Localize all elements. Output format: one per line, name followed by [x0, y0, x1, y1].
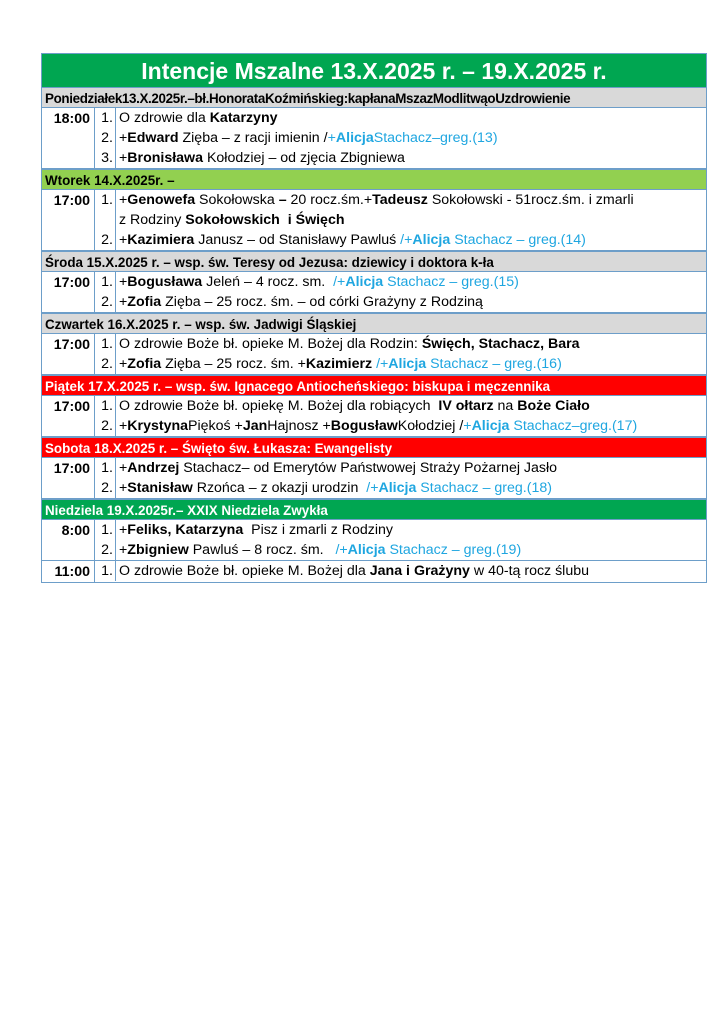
intention-text: [116, 148, 405, 168]
intention-text: [116, 292, 483, 312]
intention-item: [95, 230, 706, 250]
intention-item: [95, 190, 706, 210]
intention-text-segment: +: [119, 294, 128, 310]
intention-number: 1.: [95, 334, 116, 354]
intention-text-segment: Stachacz– od Emerytów Państwowej Straży Pożarnej Jasło: [179, 460, 558, 476]
intention-list: [95, 190, 706, 250]
intention-number: 2.: [95, 540, 116, 560]
intention-text-segment: Święch, Stachacz, Bara: [421, 336, 580, 352]
intention-text-segment: Zięba – z racji imienin /: [178, 130, 328, 146]
intention-text-segment: Rzońca – z okazji urodzin: [192, 480, 367, 496]
day-header: Niedziela 19.X.2025r.– XXIX Niedziela Zwykła: [41, 499, 707, 520]
intention-text-segment: Alicja: [388, 356, 427, 372]
intention-text-segment: +: [119, 274, 128, 290]
intention-list: [95, 396, 706, 436]
intention-text-segment: Stachacz – greg.(19): [385, 542, 522, 558]
intention-number: 1.: [95, 108, 116, 128]
intention-text: [116, 230, 586, 250]
intention-item: [95, 478, 706, 498]
day-header: Środa 15.X.2025 r. – wsp. św. Teresy od Jezusa: dziewicy i doktora k-ła: [41, 251, 707, 272]
intention-text: [116, 190, 634, 210]
intention-number: 2.: [95, 416, 116, 436]
intention-item: [95, 292, 706, 312]
intention-text-segment: Tadeusz: [372, 192, 428, 208]
intention-text-segment: Kazimiera: [127, 232, 195, 248]
mass-time: 17:00: [42, 458, 95, 498]
intention-number: 1.: [95, 272, 116, 292]
intention-text-segment: +: [119, 130, 128, 146]
intention-text-segment: Alicja: [347, 542, 386, 558]
intention-text-segment: Katarzyny: [209, 110, 278, 126]
intention-text: [116, 540, 521, 560]
intention-text: [116, 108, 278, 128]
intention-text-segment: IV ołtarz: [438, 398, 494, 414]
intention-text-segment: Stachacz – greg.(15): [383, 274, 519, 290]
intention-text: [116, 272, 519, 292]
intention-text-segment: O zdrowie Boże bł. opieke M. Bożej dla Rodzin:: [119, 336, 422, 352]
intention-text: [116, 334, 580, 354]
intention-text-segment: +: [119, 480, 128, 496]
intention-text-segment: Feliks, Katarzyna: [127, 522, 244, 538]
intention-number: 2.: [95, 230, 116, 250]
intention-text: [116, 520, 393, 540]
intention-number: 2.: [95, 292, 116, 312]
intention-number: 1.: [95, 458, 116, 478]
intention-item: [95, 416, 706, 436]
mass-time: 11:00: [42, 561, 95, 582]
intention-text: [116, 416, 637, 436]
intention-text-segment: /+: [333, 274, 346, 290]
intention-text: [116, 354, 562, 374]
intention-text-segment: Sokołowska: [195, 192, 279, 208]
mass-block: [41, 520, 707, 561]
mass-block: [41, 108, 707, 169]
intention-text-segment: Pisz i zmarli z Rodziny: [243, 522, 394, 538]
intention-text-segment: +: [119, 522, 128, 538]
intention-text-segment: Alicja: [335, 130, 374, 146]
intention-text-segment: +: [327, 130, 336, 146]
intention-list: [95, 334, 706, 374]
intention-text-segment: na: [493, 398, 518, 414]
intention-text-segment: Kołodziej /: [397, 418, 464, 434]
intention-text-segment: +: [119, 418, 128, 434]
intention-text-segment: 20 rocz.śm.+: [286, 192, 373, 208]
intention-text-segment: Edward: [127, 130, 179, 146]
intention-text-segment: Alicja: [471, 418, 510, 434]
intention-text-segment: Zofia: [127, 356, 162, 372]
intention-list: [95, 108, 706, 168]
intention-text-segment: +: [119, 192, 128, 208]
intention-text-segment: Zofia: [127, 294, 162, 310]
intention-list: [95, 520, 706, 560]
intention-number: 1.: [95, 190, 116, 210]
day-header: Czwartek 16.X.2025 r. – wsp. św. Jadwigi Śląskiej: [41, 313, 707, 334]
intention-text-segment: Zbigniew: [127, 542, 189, 558]
intention-item: [95, 540, 706, 560]
intention-text-segment: Piękoś +: [188, 418, 243, 434]
mass-block: [41, 458, 707, 499]
intentions-sheet: [41, 53, 707, 583]
intention-text-segment: /+: [372, 356, 389, 372]
intention-text-segment: O zdrowie dla: [119, 110, 210, 126]
intention-text-segment: Zięba – 25 rocz. śm. +: [161, 356, 306, 372]
day-header: Sobota 18.X.2025 r. – Święto św. Łukasza: Ewangelisty: [41, 437, 707, 458]
intention-number: 2.: [95, 128, 116, 148]
mass-time: 17:00: [42, 334, 95, 374]
intention-text-segment: +: [463, 418, 472, 434]
intention-text: [116, 561, 589, 581]
intention-text-segment: /+: [366, 480, 379, 496]
intention-text-segment: +: [119, 542, 128, 558]
intention-text: [116, 128, 498, 148]
mass-time: 17:00: [42, 272, 95, 312]
intention-text-segment: –: [278, 192, 287, 208]
intention-number: 1.: [95, 520, 116, 540]
intention-text-segment: /+: [400, 232, 413, 248]
intention-text-segment: Andrzej: [127, 460, 180, 476]
intention-text-segment: +: [119, 150, 128, 166]
intention-text-segment: Stanisław: [127, 480, 193, 496]
intention-text-segment: Jana i Grażyny: [369, 563, 470, 579]
intention-list: [95, 561, 706, 582]
intention-text-segment: Bogusław: [330, 418, 398, 434]
intention-item: [95, 561, 706, 581]
intention-text-segment: Jan: [242, 418, 268, 434]
mass-block: [41, 396, 707, 437]
intention-text-segment: +: [119, 356, 128, 372]
days-list: [41, 87, 707, 583]
intention-item: [95, 334, 706, 354]
intention-text-segment: Stachacz – greg.(16): [426, 356, 562, 372]
intention-text: [116, 458, 557, 478]
intention-text: [116, 478, 552, 498]
intention-text-segment: Alicja: [412, 232, 451, 248]
day-header: Poniedziałek13.X.2025r.–bł.HonorataKoźmińskieg:kapłanaMszazModlitwąoUzdrowienie: [41, 87, 707, 108]
day-header: Piątek 17.X.2025 r. – wsp. św. Ignacego Antiocheńskiego: biskupa i męczennika: [41, 375, 707, 396]
intention-item: [95, 396, 706, 416]
intention-list: [95, 458, 706, 498]
intention-text-segment: Stachacz – greg.(18): [416, 480, 552, 496]
intention-text-segment: Kazimierz: [305, 356, 373, 372]
intention-text-segment: Sokołowskich i Święch: [185, 212, 345, 228]
intention-item: [95, 108, 706, 128]
intention-item: [95, 128, 706, 148]
mass-time: 18:00: [42, 108, 95, 168]
intention-number: 1.: [95, 396, 116, 416]
mass-time: 17:00: [42, 190, 95, 250]
intention-item: [95, 272, 706, 292]
mass-time: 8:00: [42, 520, 95, 560]
intention-text-segment: z Rodziny: [119, 212, 186, 228]
intention-text-segment: Hajnosz +: [267, 418, 331, 434]
intention-text-segment: Alicja: [345, 274, 384, 290]
intention-number: 2.: [95, 478, 116, 498]
intention-text-segment: Bogusława: [127, 274, 203, 290]
intention-item: [95, 458, 706, 478]
intention-text-segment: Sokołowski - 51rocz.śm. i zmarli: [427, 192, 634, 208]
intention-text-segment: Krystyna: [127, 418, 189, 434]
intention-text-segment: Boże Ciało: [517, 398, 590, 414]
intention-number: [95, 210, 116, 230]
intention-number: 2.: [95, 354, 116, 374]
mass-block: [41, 561, 707, 583]
intention-text-segment: O zdrowie Boże bł. opiekę M. Bożej dla robiących: [119, 398, 439, 414]
intention-number: 3.: [95, 148, 116, 168]
intention-list: [95, 272, 706, 312]
intention-text-segment: O zdrowie Boże bł. opieke M. Bożej dla: [119, 563, 370, 579]
intention-text: [116, 210, 345, 230]
intention-text-segment: Pawluś – 8 rocz. śm.: [188, 542, 336, 558]
intention-item: [95, 354, 706, 374]
intention-text-segment: Kołodziej – od zjęcia Zbigniewa: [203, 150, 405, 166]
mass-time: 17:00: [42, 396, 95, 436]
intention-item: [95, 210, 706, 230]
intention-text-segment: Stachacz – greg.(14): [450, 232, 586, 248]
intention-text-segment: +: [119, 460, 128, 476]
intention-text-segment: Bronisława: [127, 150, 203, 166]
intention-text-segment: Alicja: [378, 480, 417, 496]
intention-text-segment: +: [119, 232, 128, 248]
intention-text-segment: Genowefa: [127, 192, 196, 208]
intention-text: [116, 396, 590, 416]
page-title: Intencje Mszalne 13.X.2025 r. – 19.X.2025 r.: [41, 53, 707, 87]
mass-block: [41, 190, 707, 251]
day-header: Wtorek 14.X.2025r. –: [41, 169, 707, 190]
mass-block: [41, 334, 707, 375]
intention-text-segment: Zięba – 25 rocz. śm. – od córki Grażyny z Rodziną: [161, 294, 483, 310]
intention-text-segment: /+: [335, 542, 348, 558]
intention-item: [95, 520, 706, 540]
mass-block: [41, 272, 707, 313]
intention-text-segment: Jeleń – 4 rocz. sm.: [202, 274, 334, 290]
intention-number: 1.: [95, 561, 116, 581]
intention-text-segment: w 40-tą rocz ślubu: [469, 563, 590, 579]
intention-text-segment: Janusz – od Stanisławy Pawluś: [194, 232, 401, 248]
intention-item: [95, 148, 706, 168]
intention-text-segment: Stachacz–greg.(13): [373, 130, 498, 146]
intention-text-segment: Stachacz–greg.(17): [509, 418, 638, 434]
